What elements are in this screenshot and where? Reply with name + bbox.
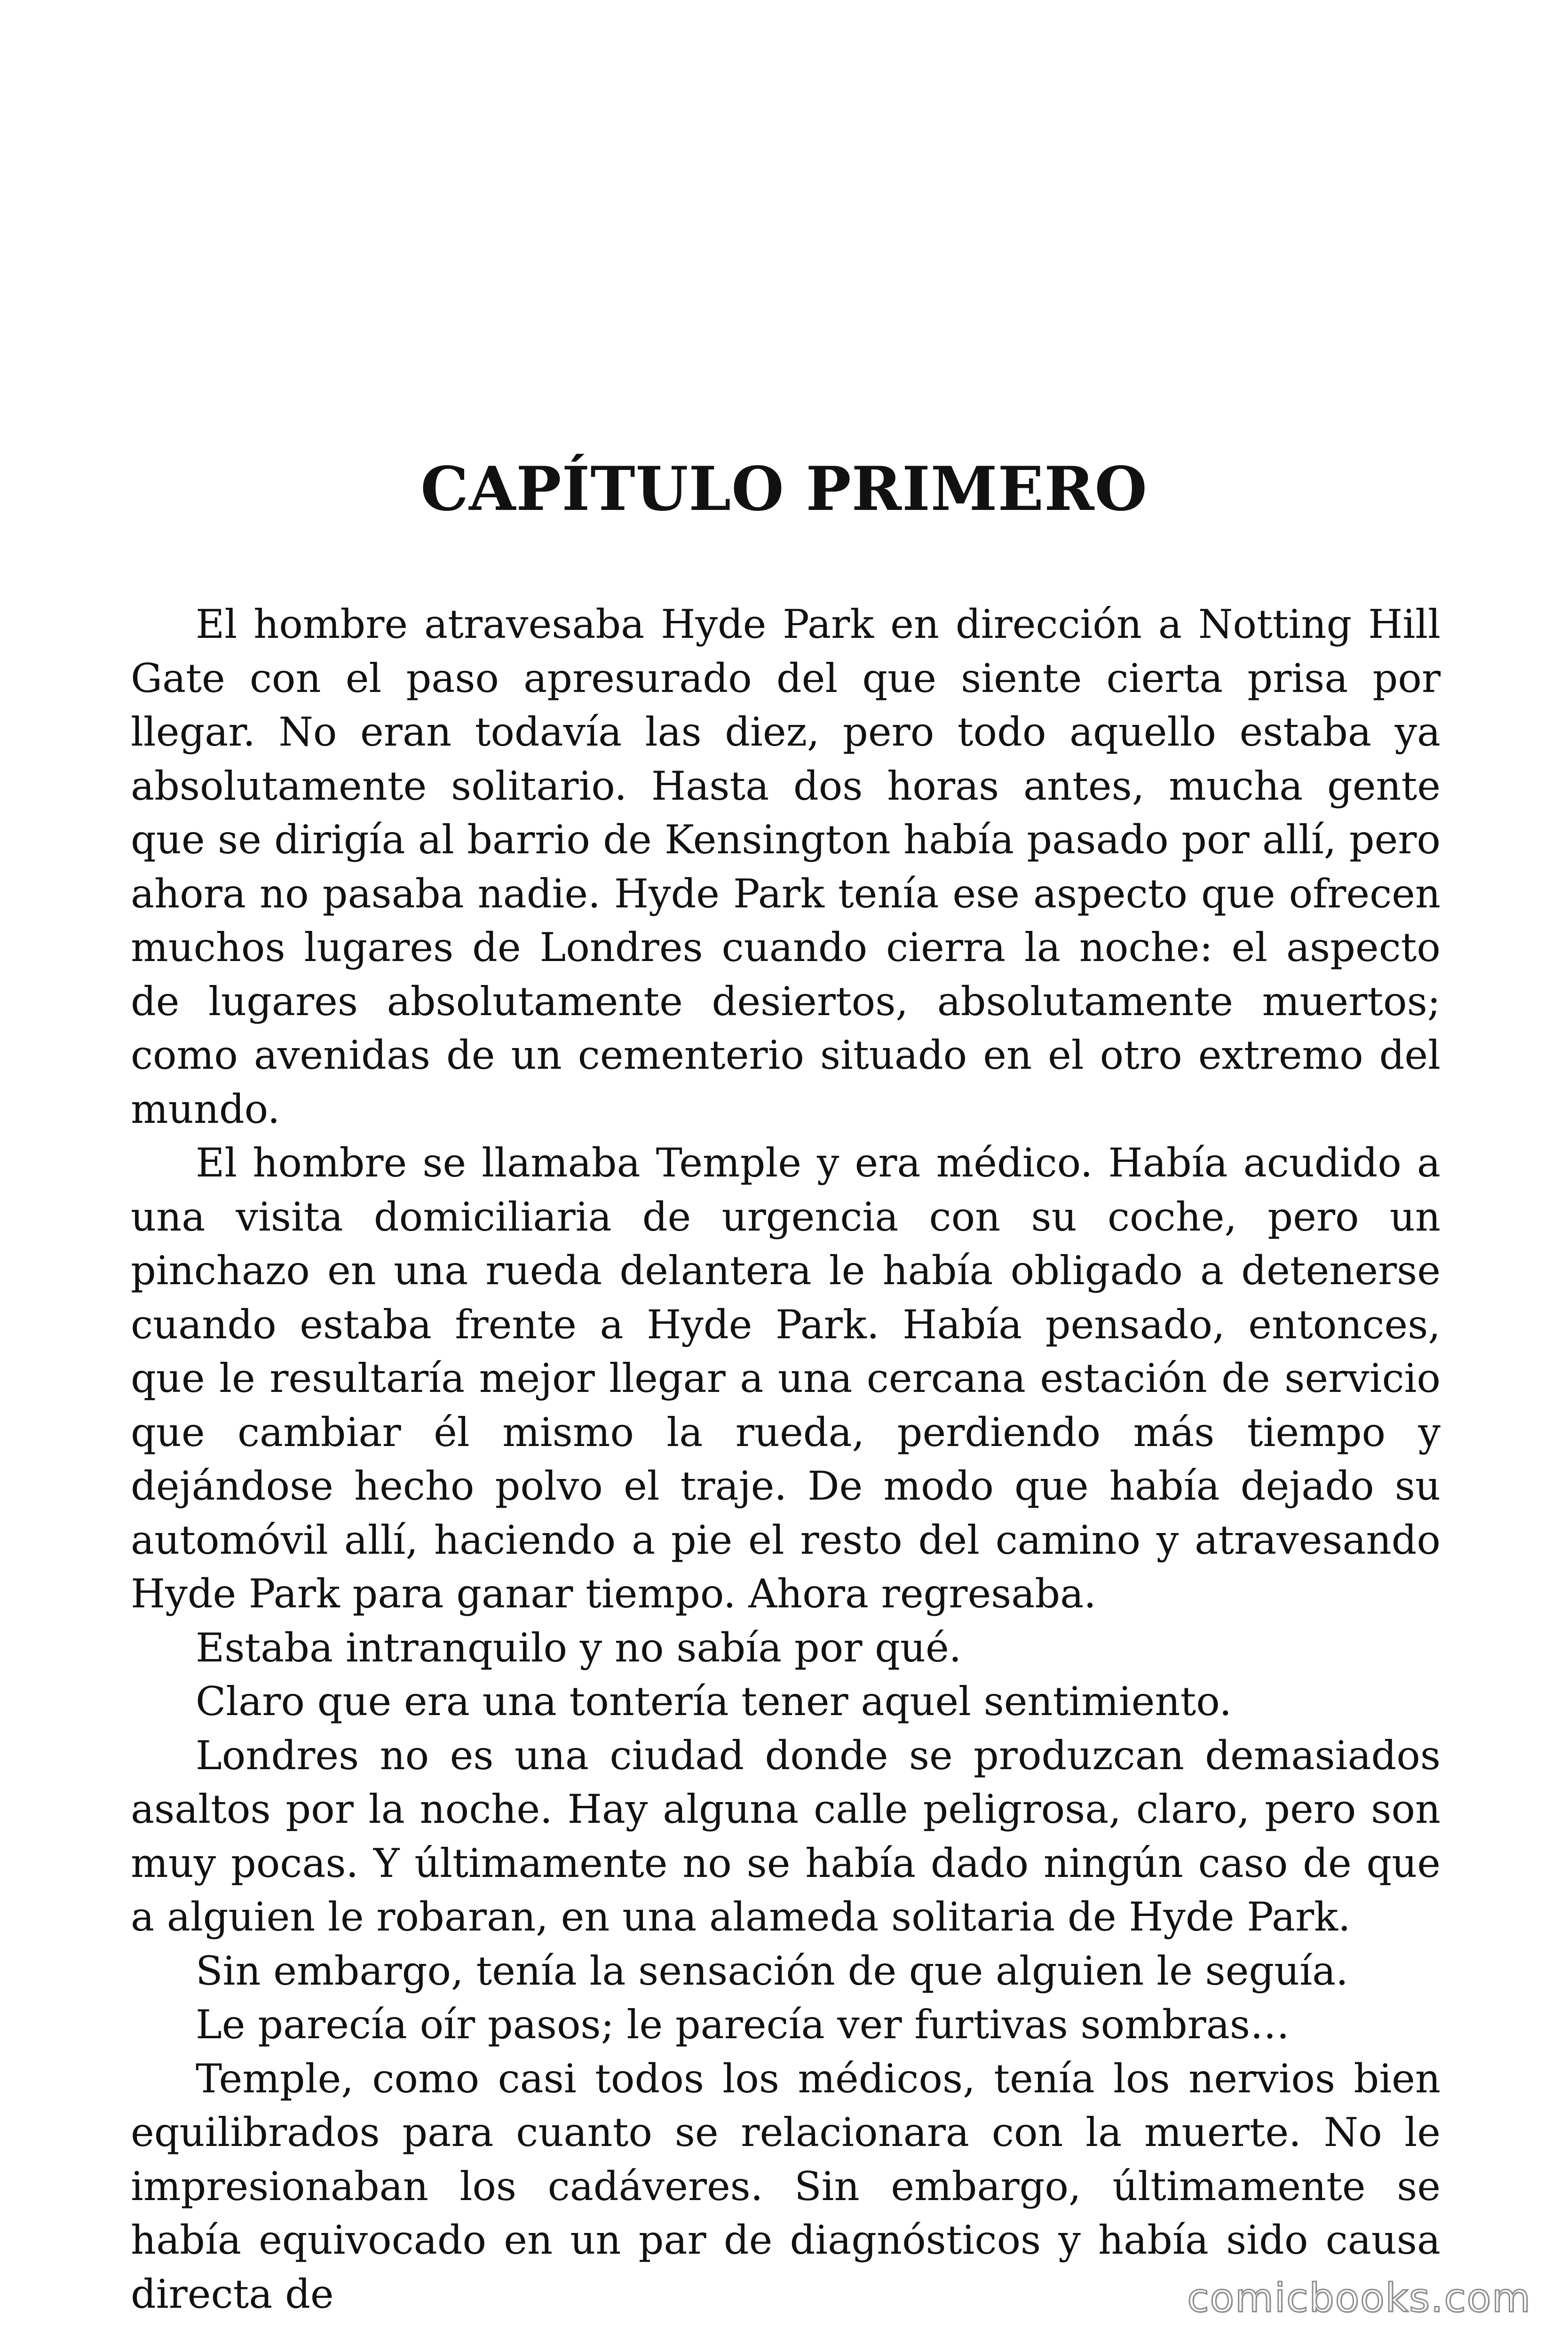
paragraph-1: El hombre atravesaba Hyde Park en dirección a Notting Hill Gate con el paso apresurado del que siente cierta prisa por llegar. No eran todavía las diez, pero todo aquello estaba ya absolutamente solitario. Hasta dos horas antes, mucha gente que se dirigía al barrio de Kensington había pasado por allí, pero ahora no pasaba nadie. Hyde Park tenía ese aspecto que ofrecen muchos lugares de Londres cuando cierra la noche: el aspecto de lugares absolutamente desiertos, absolutamente muertos; como avenidas de un cementerio situado en el otro extremo del mundo. — [131, 601, 1441, 1132]
paragraph-7: Le parecía oír pasos; le parecía ver furtivas sombras… — [196, 2002, 1290, 2048]
chapter-title: CAPÍTULO PRIMERO — [420, 454, 1148, 524]
paragraph-6: Sin embargo, tenía la sensación de que alguien le seguía. — [196, 1947, 1348, 1994]
paragraph-2: El hombre se llamaba Temple y era médico. Había acudido a una visita domiciliaria de urgencia con su coche, pero un pinchazo en una rueda delantera le había obligado a detenerse cuando estaba frente a Hyde Park. Había pensado, entonces, que le resultaría mejor llegar a una cercana estación de servicio que cambiar él mismo la rueda, perdiendo más tiempo y dejándose hecho polvo el traje. De modo que había dejado su automóvil allí, haciendo a pie el resto del camino y atravesando Hyde Park para ganar tiempo. Ahora regresaba. — [131, 1140, 1441, 1617]
paragraph-8: Temple, como casi todos los médicos, tenía los nervios bien equilibrados para cuanto se relacionara con la muerte. No le impresionaban los cadáveres. Sin embargo, últimamente se había equivocado en un par de diagnósticos y había sido causa directa de — [131, 2055, 1441, 2317]
paragraph-4: Claro que era una tontería tener aquel sentimiento. — [196, 1678, 1232, 1724]
paragraph-3: Estaba intranquilo y no sabía por qué. — [196, 1624, 962, 1671]
chapter-body — [131, 597, 1441, 2321]
paragraph-5: Londres no es una ciudad donde se produzcan demasiados asaltos por la noche. Hay alguna calle peligrosa, claro, pero son muy pocas. Y últimamente no se había dado ningún caso de que a alguien le robaran, en una alameda solitaria de Hyde Park. — [131, 1732, 1441, 1940]
watermark: comicbooks.com — [1187, 2275, 1531, 2321]
